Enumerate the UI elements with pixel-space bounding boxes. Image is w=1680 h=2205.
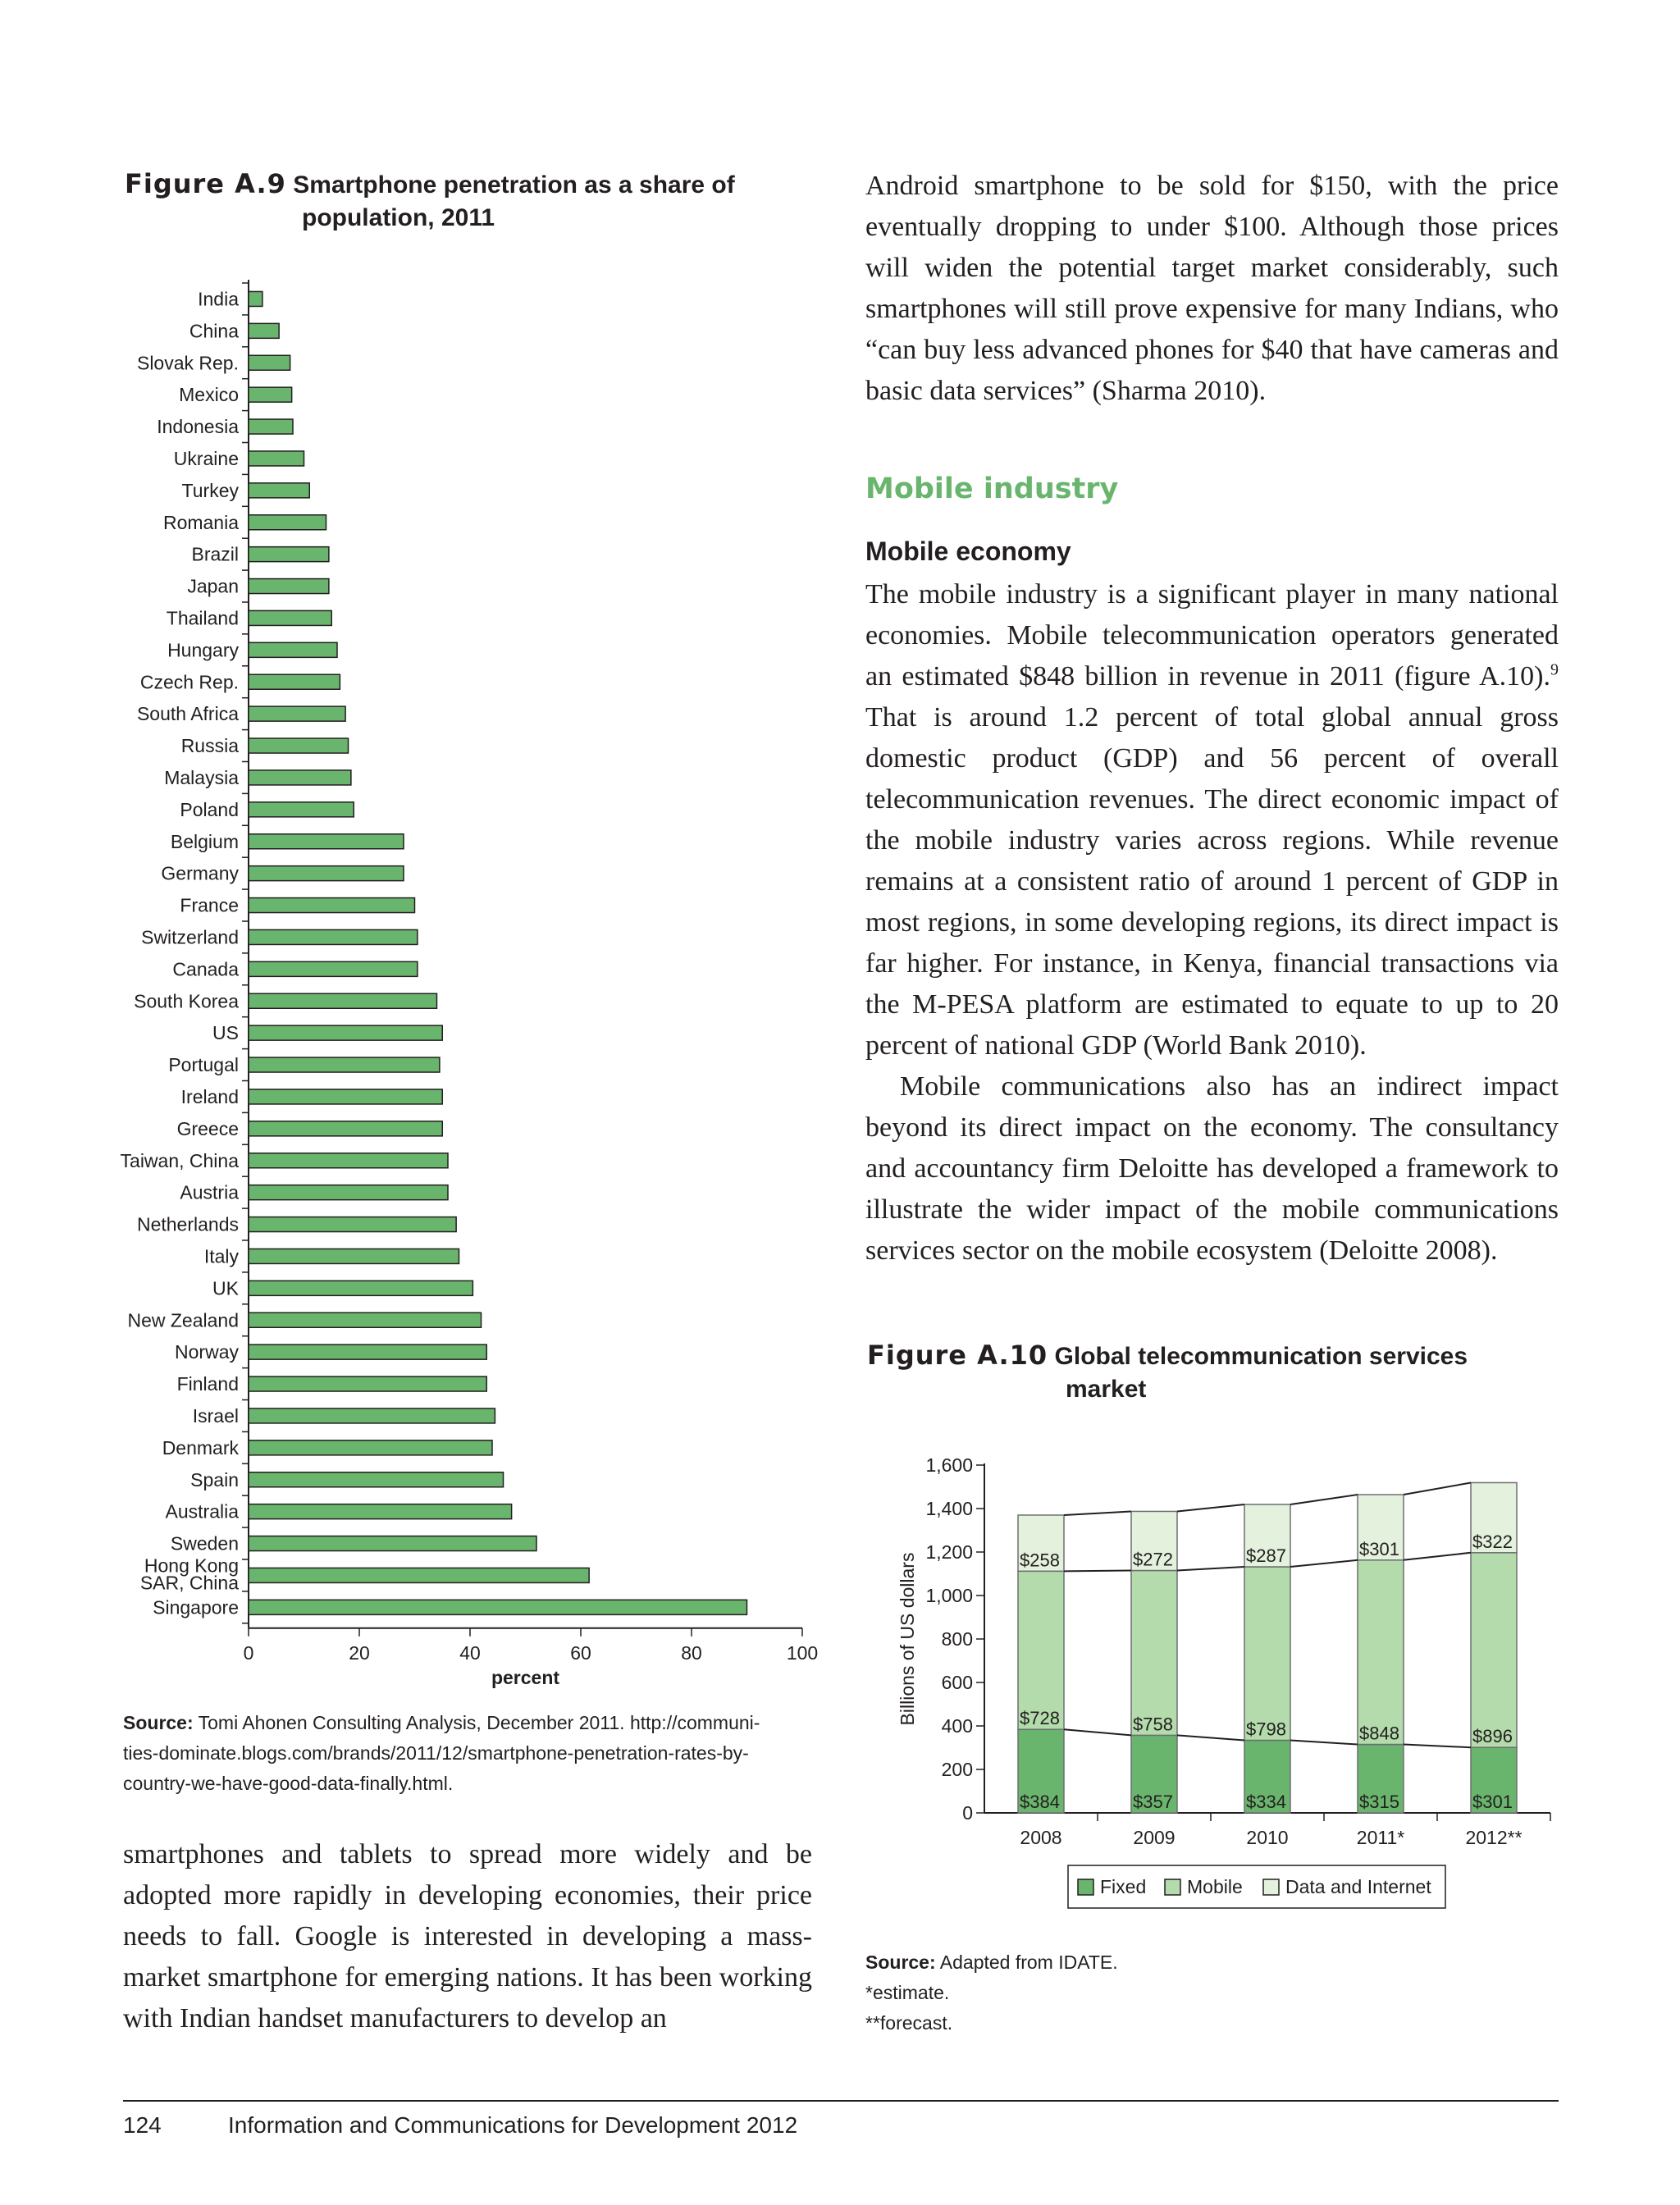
figure-a9-chart	[115, 271, 837, 1706]
y-tick-label: 200	[941, 1759, 973, 1780]
bar	[249, 1057, 440, 1072]
bar	[249, 706, 345, 721]
figure-a9-source-line3: country-we-have-good-data-finally.html.	[123, 1773, 454, 1794]
bar	[249, 770, 351, 785]
bar	[249, 1089, 442, 1104]
bar	[249, 610, 331, 625]
category-label: Hong Kong SAR, China	[139, 1554, 239, 1594]
subheading: Mobile economy	[865, 536, 1071, 566]
figure-a10-title-line1: Global telecommunication services	[1054, 1343, 1468, 1370]
category-label: Germany	[161, 862, 239, 884]
category-label: Brazil	[191, 543, 239, 565]
category-label: Hungary	[167, 639, 239, 661]
bar	[249, 961, 418, 976]
bar	[249, 1025, 442, 1040]
right-paragraph-3: Mobile communications also has an indirect impact beyond its direct impact on the economy. The consultancy and accountancy firm Deloitte has developed a framework to illustrate the wider impact of the mobile communications services sector on the mobile ecosystem (Deloitte 2008).	[865, 1071, 1559, 1266]
right-column-intro	[865, 166, 1559, 412]
figure-a9-number: Figure A.9	[125, 168, 286, 199]
figure-a10-note-1: *estimate.	[865, 1982, 950, 2003]
bar	[249, 1312, 482, 1327]
category-label: Canada	[172, 958, 239, 980]
bar	[249, 419, 293, 434]
bar	[249, 929, 418, 944]
category-label: Czech Rep.	[139, 671, 239, 693]
bar	[249, 738, 349, 753]
bar	[249, 1281, 472, 1295]
bar	[249, 1153, 448, 1168]
bar	[249, 1440, 492, 1455]
data-label: $848	[1359, 1723, 1399, 1744]
bar	[249, 1536, 536, 1551]
bar	[249, 1504, 512, 1519]
category-label: UK	[212, 1277, 239, 1299]
bar	[249, 674, 340, 689]
bar	[249, 1408, 495, 1423]
figure-a9-source	[123, 1708, 820, 1799]
bar	[249, 993, 437, 1008]
x-tick-label: 100	[786, 1641, 819, 1664]
data-label: $334	[1246, 1792, 1286, 1812]
category-label: Ireland	[180, 1085, 239, 1107]
figure-a10-source-label: Source:	[865, 1952, 936, 1973]
category-label: Japan	[187, 575, 239, 597]
y-tick-label: 800	[941, 1628, 973, 1650]
bar	[249, 1600, 747, 1614]
stacked-bar-segment	[1471, 1553, 1517, 1747]
category-label: Thailand	[166, 607, 239, 629]
category-label: Mexico	[179, 384, 239, 406]
x-tick-label: 2009	[1133, 1827, 1176, 1848]
y-tick-label: 600	[941, 1672, 973, 1693]
stacked-bar-segment	[1131, 1571, 1177, 1736]
left-column-text	[123, 1834, 812, 2039]
connector-line	[1177, 1735, 1244, 1740]
category-label: China	[189, 320, 239, 342]
y-tick-label: 1,200	[925, 1541, 973, 1563]
bar	[249, 642, 337, 657]
category-label: India	[198, 288, 239, 310]
category-label: Greece	[176, 1117, 239, 1139]
data-label: $896	[1472, 1726, 1513, 1747]
category-label: Norway	[175, 1341, 239, 1363]
bar	[249, 1472, 504, 1487]
x-tick-label: 20	[349, 1641, 370, 1664]
bar	[249, 1217, 456, 1232]
category-label: Sweden	[170, 1532, 239, 1554]
x-axis-label: percent	[491, 1666, 560, 1688]
category-label: Russia	[180, 735, 239, 757]
bar	[249, 355, 290, 370]
right-paragraph-2	[865, 574, 1559, 1066]
figure-a9-source-label: Source:	[123, 1712, 194, 1733]
y-tick-label: 0	[962, 1802, 973, 1824]
footer-rule	[123, 2100, 1559, 2102]
legend-label: Fixed	[1100, 1876, 1147, 1897]
bar	[249, 547, 329, 562]
x-tick-label: 0	[243, 1641, 254, 1664]
x-tick-label: 2011*	[1356, 1827, 1405, 1848]
category-label: Switzerland	[141, 926, 239, 948]
page-number: 124	[123, 2112, 162, 2138]
bar	[249, 451, 304, 466]
bar	[249, 1376, 486, 1391]
figure-a10-title-line2: market	[1066, 1376, 1147, 1403]
x-tick-label: 80	[681, 1641, 702, 1664]
legend-label: Mobile	[1187, 1876, 1243, 1897]
data-label: $301	[1359, 1538, 1399, 1559]
x-tick-label: 2010	[1246, 1827, 1289, 1848]
category-label: South Africa	[136, 703, 239, 725]
right-paragraph-2a: The mobile industry is a significant player in many national economies. Mobile telecommunication operators generated an estimated $848 billion in revenue in 2011 (figure A.10).	[865, 579, 1559, 692]
stacked-bar-segment	[1358, 1560, 1404, 1745]
section-heading: Mobile industry	[865, 472, 1119, 505]
figure-a9-title	[125, 167, 806, 235]
category-label: Portugal	[168, 1054, 239, 1076]
bar	[249, 1344, 486, 1359]
bar	[249, 291, 262, 306]
x-tick-label: 2008	[1020, 1827, 1062, 1848]
bar	[249, 1568, 589, 1582]
bar	[249, 898, 415, 913]
bar	[249, 579, 329, 594]
footnote-ref: 9	[1550, 660, 1559, 679]
stacked-bar-segment	[1244, 1567, 1290, 1740]
category-label: Denmark	[162, 1436, 239, 1459]
figure-a10-note-2: **forecast.	[865, 2012, 953, 2034]
category-label: Italy	[203, 1245, 239, 1267]
right-column-body	[865, 574, 1559, 1271]
bar	[249, 515, 326, 530]
connector-line	[1404, 1553, 1471, 1560]
bar	[249, 834, 404, 849]
connector-line	[1290, 1740, 1358, 1744]
category-label: Slovak Rep.	[136, 352, 239, 374]
data-label: $322	[1472, 1531, 1513, 1552]
category-label: Malaysia	[164, 766, 239, 788]
category-label: Finland	[176, 1373, 239, 1395]
connector-line	[1064, 1729, 1131, 1735]
y-tick-label: 1,600	[925, 1454, 973, 1476]
figure-a9-title-line1: Smartphone penetration as a share of	[293, 171, 735, 199]
legend-label: Data and Internet	[1285, 1876, 1431, 1897]
category-label: Taiwan, China	[120, 1149, 239, 1171]
y-tick-label: 1,400	[925, 1498, 973, 1519]
x-tick-label: 60	[570, 1641, 591, 1664]
connector-line	[1064, 1511, 1131, 1515]
category-label: Romania	[162, 511, 239, 533]
figure-a10-number: Figure A.10	[867, 1340, 1048, 1371]
category-label: Israel	[192, 1404, 239, 1427]
right-paragraph-2b: That is around 1.2 percent of total global annual gross domestic product (GDP) and 56 percent of overall telecommunication revenues. The direct economic impact of the mobile industry varies across regions. While revenue remains at a consistent ratio of around 1 percent of GDP in most regions, in some developing regions, its direct impact is far higher. For instance, in Kenya, financial transactions via the M-PESA platform are estimated to equate to up to 20 percent of national GDP (World Bank 2010).	[865, 702, 1559, 1061]
data-label: $258	[1020, 1550, 1060, 1571]
category-label: New Zealand	[127, 1309, 239, 1331]
figure-a10-chart	[886, 1436, 1559, 1928]
data-label: $798	[1246, 1719, 1286, 1740]
figure-a9-title-line2: population, 2011	[302, 204, 495, 231]
y-axis-label: Billions of US dollars	[897, 1552, 918, 1726]
publication-title: Information and Communications for Development 2012	[228, 2112, 798, 2138]
category-label: Belgium	[170, 830, 239, 852]
x-tick-label: 40	[459, 1641, 481, 1664]
connector-line	[1177, 1504, 1244, 1511]
bar	[249, 866, 404, 881]
category-label: Ukraine	[173, 447, 239, 469]
data-label: $287	[1246, 1545, 1286, 1567]
bar	[249, 1185, 448, 1200]
bar	[249, 483, 309, 498]
figure-a9-source-line2: ties-dominate.blogs.com/brands/2011/12/smartphone-penetration-rates-by-	[123, 1742, 749, 1764]
connector-line	[1404, 1745, 1471, 1748]
figure-a10-source-text: Adapted from IDATE.	[939, 1952, 1118, 1973]
figure-a10-source	[865, 1947, 1554, 2038]
data-label: $315	[1359, 1792, 1399, 1812]
y-tick-label: 400	[941, 1715, 973, 1737]
bar	[249, 1249, 459, 1263]
connector-line	[1064, 1571, 1131, 1572]
category-label: France	[180, 894, 239, 916]
category-label: Indonesia	[157, 416, 239, 438]
data-label: $728	[1020, 1708, 1060, 1729]
x-tick-label: 2012**	[1465, 1827, 1522, 1848]
category-label: Turkey	[181, 479, 239, 501]
legend-swatch	[1078, 1879, 1093, 1895]
category-label: Singapore	[153, 1596, 239, 1618]
connector-line	[1290, 1560, 1358, 1567]
figure-a10-title	[867, 1339, 1556, 1406]
data-label: $301	[1472, 1792, 1513, 1812]
y-tick-label: 1,000	[925, 1585, 973, 1606]
data-label: $384	[1020, 1792, 1060, 1812]
data-label: $758	[1133, 1714, 1173, 1735]
data-label: $357	[1133, 1792, 1173, 1812]
category-label: Netherlands	[136, 1213, 239, 1235]
left-paragraph: smartphones and tablets to spread more widely and be adopted more rapidly in developing economies, their price needs to fall. Google is interested in developing a mass-market smartphone for emerging nations. It has been working with Indian handset manufacturers to develop an	[123, 1839, 812, 2034]
category-label: Spain	[190, 1468, 239, 1491]
legend-swatch	[1165, 1879, 1180, 1895]
category-label: US	[212, 1022, 239, 1044]
stacked-bar-segment	[1018, 1571, 1064, 1729]
category-label: South Korea	[134, 990, 239, 1012]
right-paragraph-1: Android smartphone to be sold for $150, with the price eventually dropping to under $100. Although those prices will widen the potential target market considerably, such smartphones will still prove expensive for many Indians, who “can buy less advanced phones for $40 that have cameras and basic data services” (Sharma 2010).	[865, 171, 1559, 406]
category-label: Austria	[180, 1181, 239, 1203]
category-label: Australia	[165, 1500, 239, 1522]
connector-line	[1290, 1495, 1358, 1504]
figure-a9-source-line1: Tomi Ahonen Consulting Analysis, December 2011. http://communi-	[198, 1712, 760, 1733]
connector-line	[1404, 1482, 1471, 1495]
bar	[249, 802, 354, 817]
bar	[249, 387, 292, 402]
bar	[249, 1121, 442, 1136]
data-label: $272	[1133, 1549, 1173, 1570]
legend-swatch	[1263, 1879, 1279, 1895]
category-label: Poland	[180, 798, 239, 820]
connector-line	[1177, 1567, 1244, 1571]
bar	[249, 323, 279, 338]
